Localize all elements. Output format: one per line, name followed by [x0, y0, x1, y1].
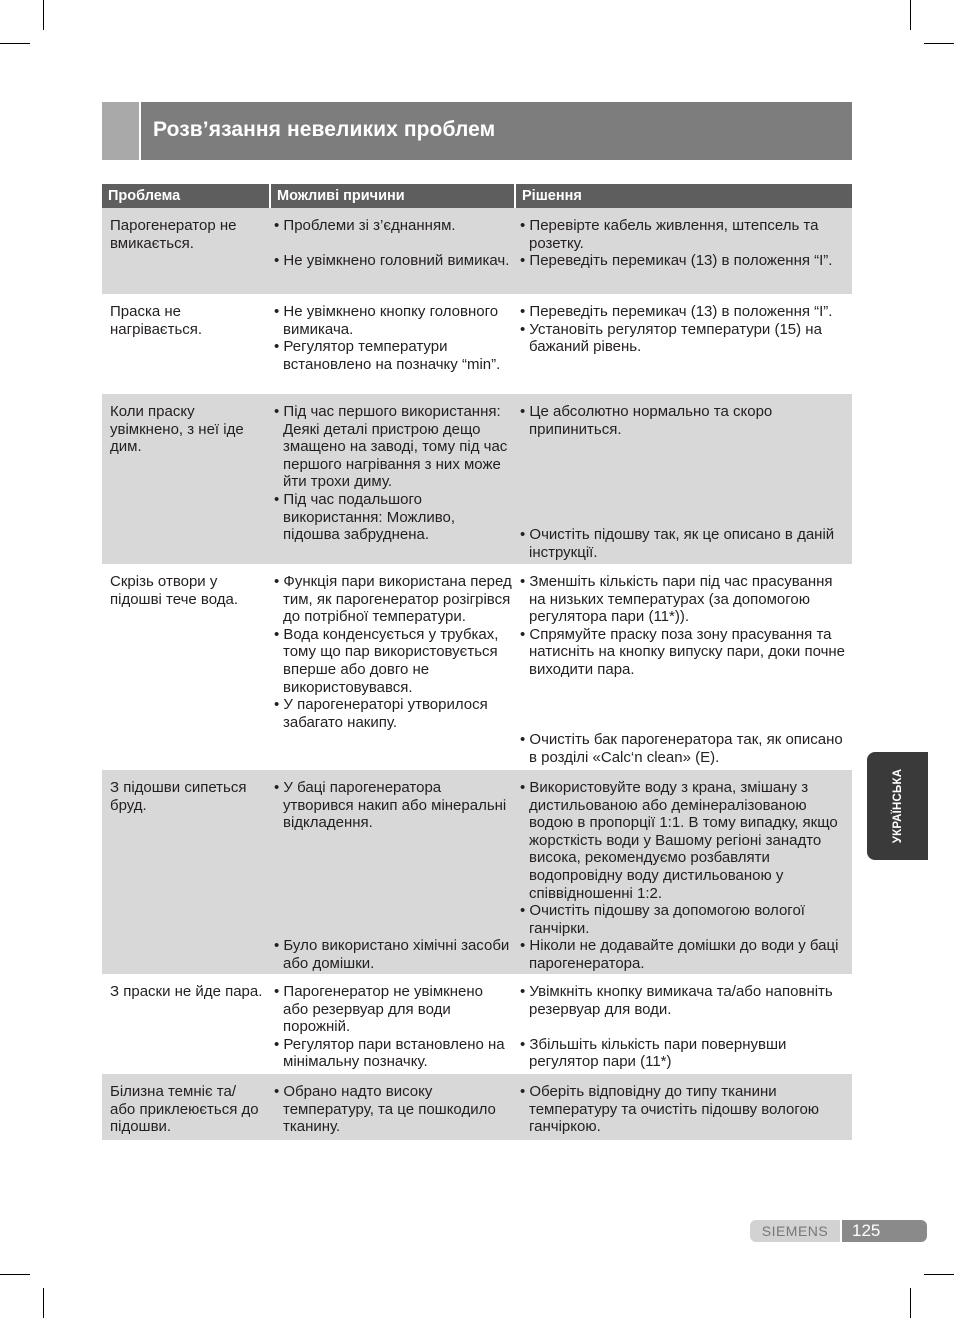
bullet-item: • Регулятор температури встановлено на позначку “min”. [274, 338, 501, 373]
bullet-item: • Не увімкнено головний вимикач. [274, 252, 510, 270]
bullet-item: • Обрано надто високу температуру, та це пошкодило тканину. [274, 1083, 496, 1136]
table-header [102, 184, 852, 208]
spacer [520, 679, 850, 697]
bullet-item: • Переведіть перемикач (13) в положення “I”. [520, 252, 833, 270]
spacer [520, 438, 850, 456]
bullet-item: • Під час подальшого використання: Можливо, підошва забруднена. [274, 490, 456, 544]
problem-cell: Праска не нагрівається. [110, 303, 203, 338]
bullet-item: • Переведіть перемикач (13) в положення “I”. [520, 303, 833, 320]
crop-mark [924, 1274, 954, 1275]
bullet-item: • Очистіть бак парогенератора так, як описано в розділі «Calc‘n clean» (E). [520, 731, 843, 766]
crop-mark [910, 0, 911, 30]
solutions-cell [514, 394, 852, 564]
spacer [274, 885, 512, 903]
bullet-item: • Не увімкнено кнопку головного вимикача. [274, 303, 499, 338]
bullet-item: • Використовуйте воду з крана, змішану з дистильованою або демінералізованою водою в пропорції 1:1. В тому випадку, якщо жорсткість води у Вашому регіоні занадто висока, рекомендуємо розбавляти водопровідну воду дистильованою у співвідношенні 1:2. [520, 779, 838, 902]
causes-cell [269, 1074, 514, 1140]
bullet-item: • Було використано хімічні засоби або домішки. [274, 937, 510, 972]
spacer [274, 920, 512, 938]
bullet-item: • Проблеми зі з’єднанням. [274, 217, 456, 234]
bullet-item: • Очистіть підошву так, як це описано в даній інструкції. [520, 526, 835, 561]
causes-cell [269, 208, 514, 294]
problem-cell: Білизна темніє та/ або приклеюється до підошви. [110, 1083, 259, 1136]
bullet-item: • Очистіть підошву за допомогою вологої ганчірки. [520, 902, 805, 937]
solutions-cell [514, 1074, 852, 1140]
solutions-cell [514, 208, 852, 294]
title-bar [102, 102, 852, 160]
crop-mark [0, 43, 30, 44]
bullet-item: • Збільшіть кількість пари повернувши регулятор пари (11*) [520, 1035, 787, 1071]
spacer [520, 696, 850, 714]
table-row [102, 1074, 852, 1140]
language-tab-label: УКРАЇНСЬКА [891, 768, 904, 844]
bullet-item: • Це абсолютно нормально та скоро припиниться. [520, 403, 773, 438]
bullet-item: • Установіть регулятор температури (15) на бажаний рівень. [520, 320, 822, 356]
causes-cell [269, 394, 514, 564]
table-row [102, 770, 852, 974]
spacer [274, 902, 512, 920]
page-number: 125 [842, 1220, 927, 1242]
spacer [520, 491, 850, 509]
solutions-cell [514, 974, 852, 1074]
bullet-item: • У баці парогенератора утворився накип або мінеральні відкладення. [274, 779, 507, 832]
solutions-cell [514, 564, 852, 770]
bullet-item: • Спрямуйте праску поза зону прасування та натисніть на кнопку випуску пари, доки почне виходити пара. [520, 625, 846, 678]
bullet-item: • Ніколи не додавайте домішки до води у баці парогенератора. [520, 937, 839, 972]
crop-mark [924, 43, 954, 44]
solutions-cell [514, 294, 852, 394]
spacer [520, 1018, 850, 1036]
bullet-item: • Перевірте кабель живлення, штепсель та розетку. [520, 217, 819, 252]
table-row [102, 394, 852, 564]
bullet-item: • Увімкніть кнопку вимикача та/або наповніть резервуар для води. [520, 983, 833, 1018]
spacer [520, 509, 850, 527]
spacer [520, 714, 850, 732]
crop-mark [43, 0, 44, 30]
crop-mark [0, 1274, 30, 1275]
crop-mark [910, 1288, 911, 1318]
bullet-item: • Функція пари використана перед тим, як парогенератор розігрівся до потрібної температури. [274, 573, 512, 626]
spacer [520, 473, 850, 491]
bullet-item: • Регулятор пари встановлено на мінімальну позначку. [274, 1035, 505, 1071]
bullet-item: • Зменшіть кількість пари під час прасування на низьких температурах (за допомогою регулятора пари (11*)). [520, 573, 833, 626]
header-solutions: Рішення [514, 184, 852, 208]
problem-cell: Коли праску увімкнено, з неї іде дим. [110, 403, 244, 456]
title-tab [102, 102, 141, 160]
bullet-item: • Парогенератор не увімкнено або резервуар для води порожній. [274, 983, 483, 1036]
crop-mark [43, 1288, 44, 1318]
causes-cell [269, 564, 514, 770]
troubleshooting-table [102, 184, 852, 1136]
causes-cell [269, 974, 514, 1074]
spacer [274, 832, 512, 850]
footer-brand: SIEMENS [750, 1220, 840, 1242]
problem-cell: Скрізь отвори у підошві тече вода. [110, 573, 238, 608]
header-problem: Проблема [102, 184, 269, 208]
spacer [274, 849, 512, 867]
table-row [102, 294, 852, 394]
bullet-item: • Вода конденсується у трубках, тому що пар використовується вперше або довго не використовувався. [274, 625, 499, 696]
language-tab [867, 752, 928, 860]
spacer [520, 456, 850, 474]
problem-cell: Парогенератор не вмикається. [110, 217, 237, 252]
table-row [102, 564, 852, 770]
causes-cell [269, 770, 514, 974]
spacer [274, 867, 512, 885]
table-row [102, 974, 852, 1074]
header-causes: Можливі причини [269, 184, 514, 208]
table-row [102, 208, 852, 294]
spacer [274, 235, 512, 253]
bullet-item: • Під час першого використання: Деякі деталі пристрою дещо змащено на заводі, тому під час першого нагрівання з них може йти трохи диму. [274, 403, 508, 491]
page-title: Розв’язання невеликих проблем [153, 118, 496, 141]
solutions-cell [514, 770, 852, 974]
causes-cell [269, 294, 514, 394]
bullet-item: • Оберіть відповідну до типу тканини температуру та очистіть підошву вологою ганчіркою. [520, 1083, 820, 1136]
problem-cell: З підошви сипеться бруд. [110, 779, 247, 814]
problem-cell: З праски не йде пара. [110, 983, 263, 1000]
bullet-item: • У парогенераторі утворилося забагато накипу. [274, 696, 488, 731]
